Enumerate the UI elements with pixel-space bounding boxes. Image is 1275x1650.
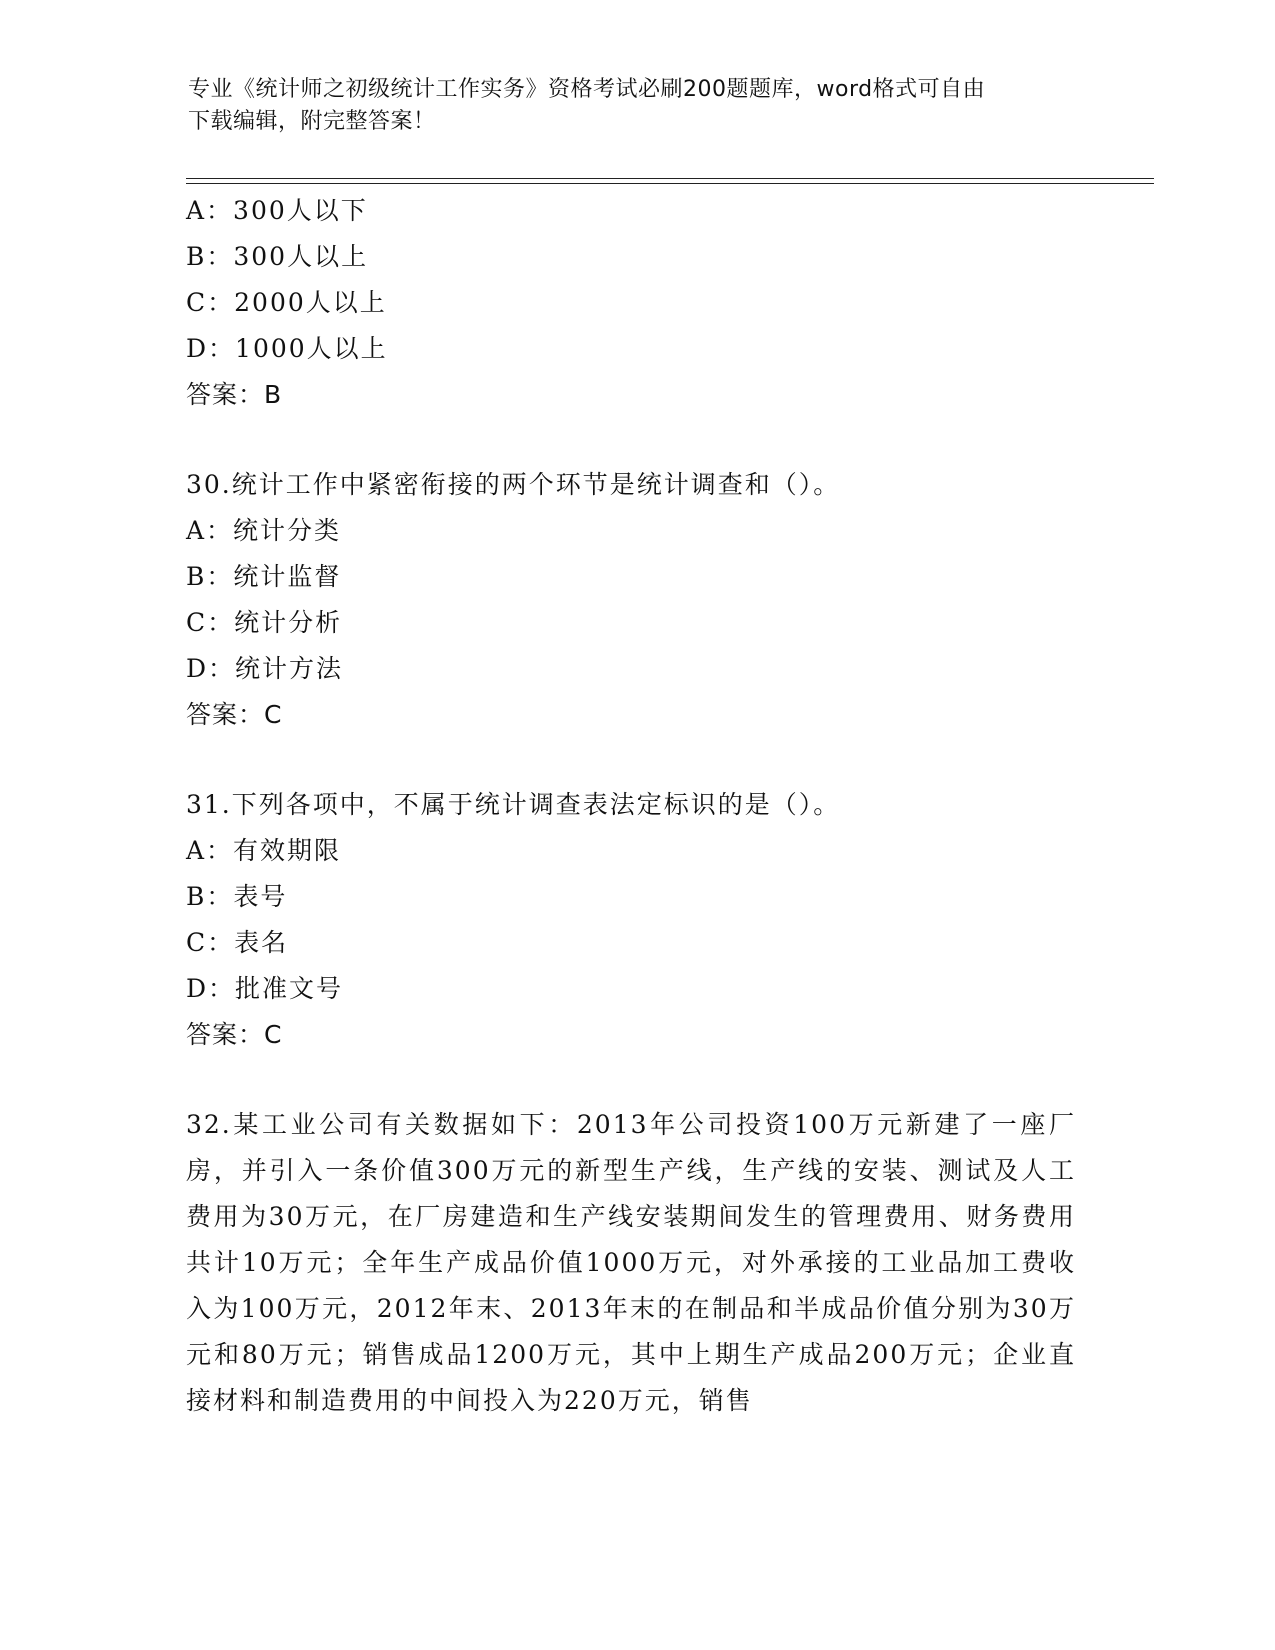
question-30-block: [186, 462, 1076, 738]
document-body: [186, 188, 1076, 1424]
answer: 答案：C: [186, 700, 283, 729]
option-c: C：2000人以上: [186, 288, 387, 317]
question-text: 31.下列各项中，不属于统计调查表法定标识的是（）。: [186, 790, 841, 819]
option-c: C：表名: [186, 928, 289, 957]
option-b: B：统计监督: [186, 562, 342, 591]
answer: 答案：C: [186, 1020, 283, 1049]
header-rule-top: [186, 178, 1154, 179]
option-b: B：表号: [186, 882, 288, 911]
question-31-block: [186, 782, 1076, 1058]
question-32-block: [186, 1102, 1076, 1424]
option-d: D：统计方法: [186, 654, 344, 683]
option-d: D：批准文号: [186, 974, 344, 1003]
option-d: D：1000人以上: [186, 334, 388, 363]
option-a: A：统计分类: [186, 516, 342, 545]
question-text: 30.统计工作中紧密衔接的两个环节是统计调查和（）。: [186, 470, 841, 499]
option-b: B：300人以上: [186, 242, 369, 271]
header-rule-bottom: [186, 183, 1154, 184]
option-a: A：300人以下: [186, 196, 368, 225]
question-29-block: [186, 188, 1076, 418]
answer: 答案：B: [186, 380, 283, 409]
option-c: C：统计分析: [186, 608, 343, 637]
document-header: [188, 74, 1068, 138]
question-text: 32.某工业公司有关数据如下：2013年公司投资100万元新建了一座厂房，并引入一条价值300万元的新型生产线，生产线的安装、测试及人工费用为30万元，在厂房建造和生产线安装期间发生的管理费用、财务费用共计10万元；全年生产成品价值1000万元，对外承接的工业品加工费收入为100万元，2012年末、2013年末的在制品和半成品价值分别为30万元和80万元；销售成品1200万元，其中上期生产成品200万元；企业直接材料和制造费用的中间投入为220万元，销售: [186, 1110, 1076, 1415]
option-a: A：有效期限: [186, 836, 342, 865]
header-line-2: 下载编辑，附完整答案！: [188, 109, 436, 134]
header-line-1: 专业《统计师之初级统计工作实务》资格考试必刷200题题库，word格式可自由: [188, 77, 986, 102]
